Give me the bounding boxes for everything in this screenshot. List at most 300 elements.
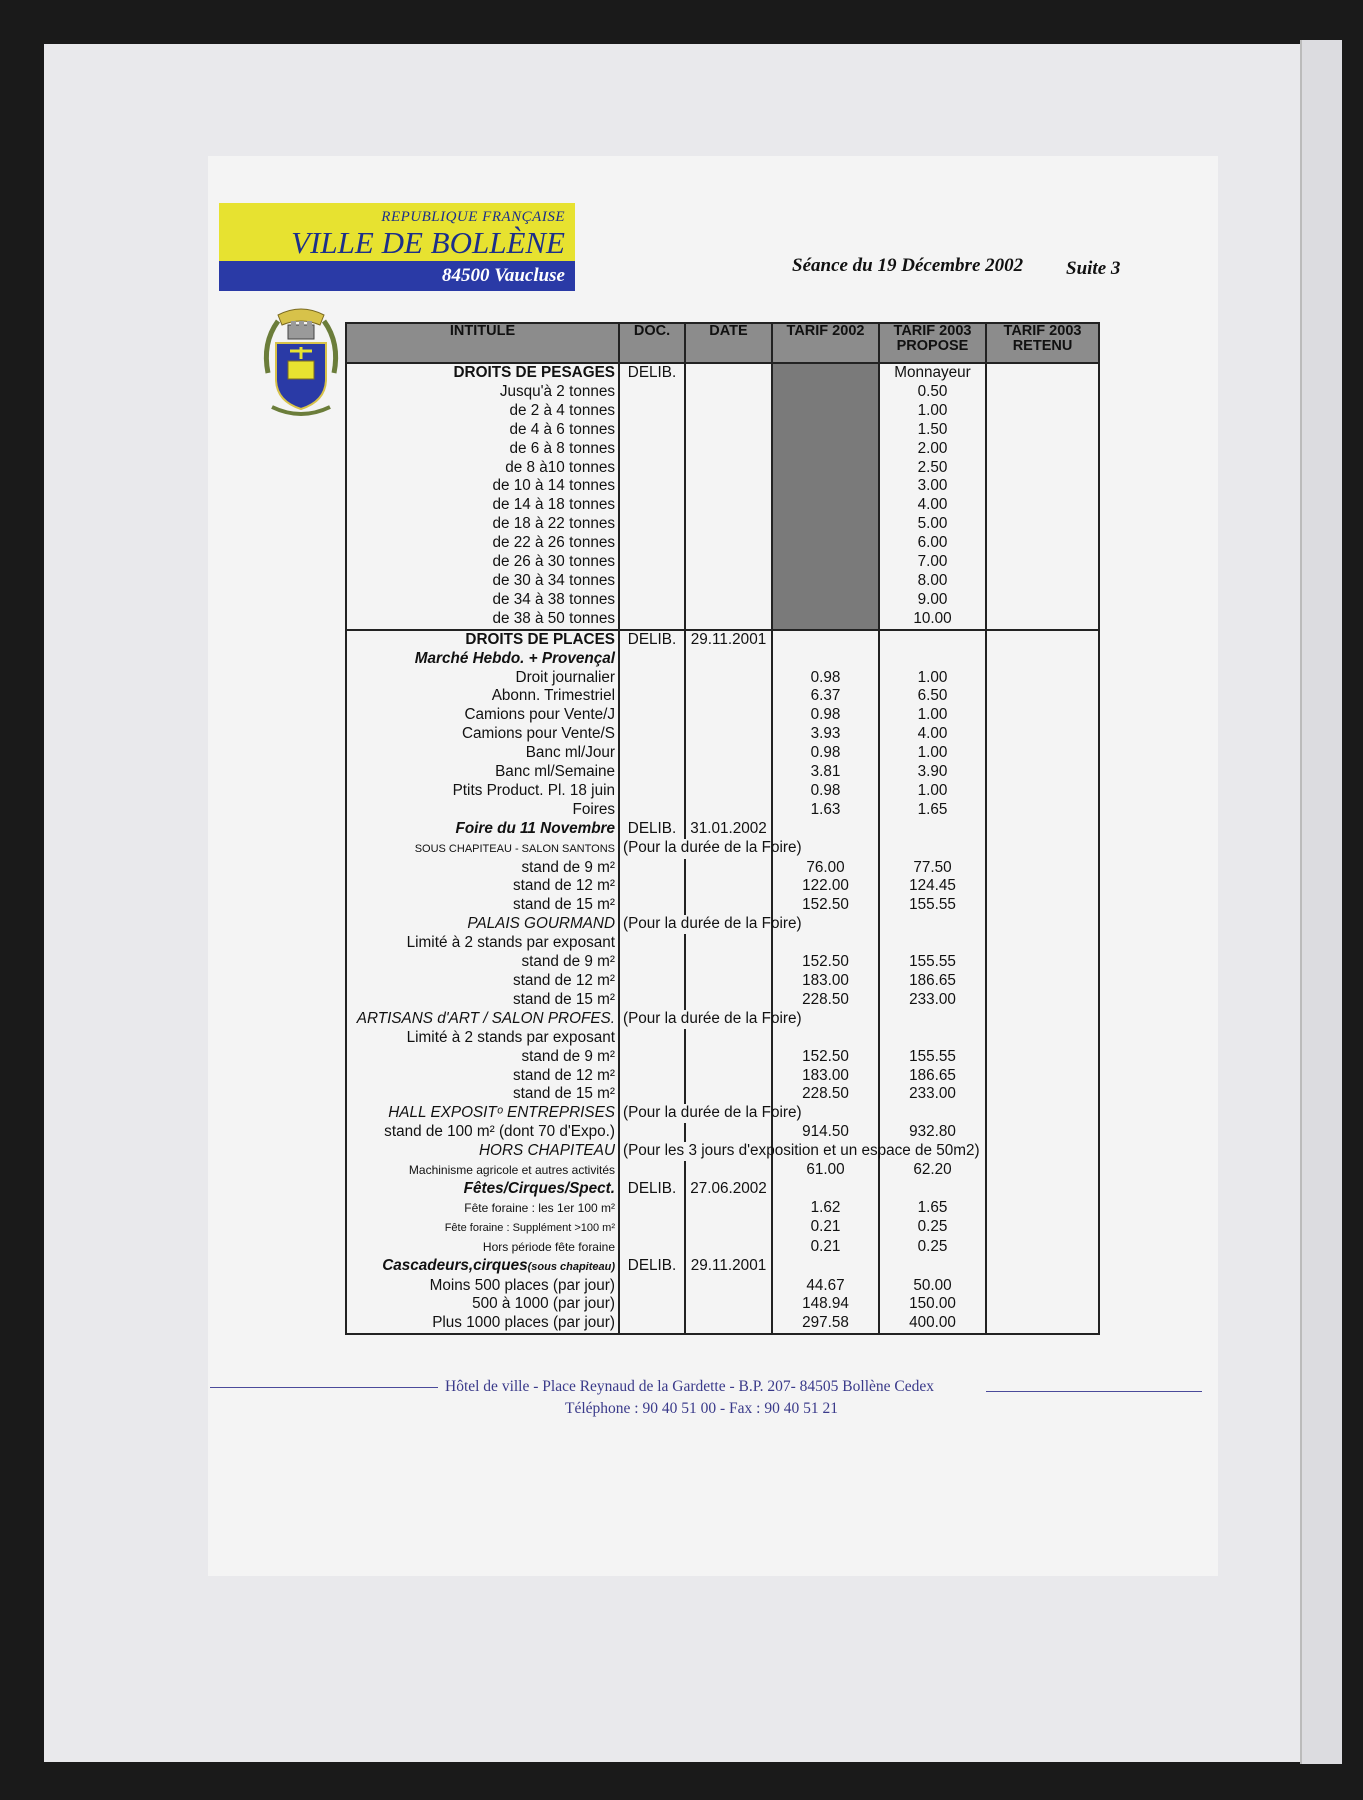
row-doc [619,687,685,706]
row-date [685,801,772,820]
row-doc [619,383,685,402]
table-row [346,440,1099,459]
row-label: HALL EXPOSITᵒ ENTREPRISES [346,1104,619,1123]
row-tarif-2003-retenu [986,1010,1099,1029]
row-tarif-2003-propose: 1.00 [879,782,986,801]
row-date [685,706,772,725]
row-tarif-2002: 3.81 [772,763,879,782]
row-label: stand de 12 m² [346,877,619,896]
row-label: stand de 12 m² [346,972,619,991]
row-tarif-2003-retenu [986,1104,1099,1123]
table-row [346,1085,1099,1104]
row-tarif-2003-retenu [986,1257,1099,1277]
table-row [346,706,1099,725]
row-tarif-2003-retenu [986,1180,1099,1199]
row-tarif-2003-retenu [986,1048,1099,1067]
table-row [346,402,1099,421]
row-tarif-2003-propose: Monnayeur [879,363,986,383]
banner-ville: VILLE DE BOLLÈNE [291,225,565,260]
row-label: Machinisme agricole et autres activités [346,1161,619,1180]
row-tarif-2003-retenu [986,459,1099,478]
row-tarif-2003-propose: 186.65 [879,1067,986,1086]
row-label: de 2 à 4 tonnes [346,402,619,421]
row-label: Fête foraine : les 1er 100 m² [346,1199,619,1218]
row-doc [619,534,685,553]
row-tarif-2003-retenu [986,725,1099,744]
row-date [685,859,772,878]
row-tarif-2002 [772,553,879,572]
row-doc [619,1029,685,1048]
row-doc [619,1123,685,1142]
row-tarif-2002 [772,440,879,459]
row-tarif-2003-retenu [986,877,1099,896]
row-date [685,572,772,591]
row-tarif-2003-propose: 9.00 [879,591,986,610]
row-doc [619,972,685,991]
row-doc: DELIB. [619,630,685,650]
row-tarif-2003-propose: 3.90 [879,763,986,782]
row-date [685,1218,772,1238]
row-tarif-2003-propose: 400.00 [879,1314,986,1334]
table-row [346,934,1099,953]
row-tarif-2003-retenu [986,991,1099,1010]
row-label: de 4 à 6 tonnes [346,421,619,440]
row-label: de 18 à 22 tonnes [346,515,619,534]
row-date: 29.11.2001 [685,1257,772,1277]
row-label: stand de 9 m² [346,953,619,972]
row-doc [619,496,685,515]
row-tarif-2002: 228.50 [772,1085,879,1104]
table-row [346,896,1099,915]
row-doc [619,1161,685,1180]
row-tarif-2002 [772,421,879,440]
row-label: stand de 9 m² [346,859,619,878]
row-tarif-2002 [772,363,879,383]
row-date [685,725,772,744]
row-label: Limité à 2 stands par exposant [346,1029,619,1048]
header-doc: DOC. [619,323,685,363]
row-label: stand de 100 m² (dont 70 d'Expo.) [346,1123,619,1142]
row-date [685,744,772,763]
table-row [346,1048,1099,1067]
row-tarif-2003-retenu [986,421,1099,440]
row-duration-note: (Pour la durée de la Foire) [619,915,772,934]
row-doc [619,553,685,572]
row-label: de 30 à 34 tonnes [346,572,619,591]
row-duration-note: (Pour les 3 jours d'exposition et un espace de 50m2) [619,1142,772,1161]
row-doc [619,459,685,478]
table-row [346,820,1099,839]
table-row [346,496,1099,515]
page-edge [1300,40,1342,1764]
table-row [346,839,1099,859]
row-label: de 22 à 26 tonnes [346,534,619,553]
row-tarif-2003-propose: 186.65 [879,972,986,991]
row-tarif-2003-propose: 3.00 [879,477,986,496]
table-row [346,1199,1099,1218]
row-tarif-2003-propose: 155.55 [879,896,986,915]
footer-rule-left [210,1387,438,1388]
table-row [346,553,1099,572]
row-tarif-2002: 0.21 [772,1218,879,1238]
row-date [685,459,772,478]
row-doc [619,953,685,972]
row-tarif-2003-retenu [986,477,1099,496]
row-doc [619,801,685,820]
row-doc [619,1238,685,1257]
row-tarif-2003-propose [879,1257,986,1277]
row-tarif-2003-propose [879,1010,986,1029]
row-tarif-2003-propose: 150.00 [879,1295,986,1314]
header-tarif-2002: TARIF 2002 [772,323,879,363]
row-tarif-2003-propose: 4.00 [879,496,986,515]
row-date [685,553,772,572]
row-tarif-2003-propose: 7.00 [879,553,986,572]
row-doc [619,572,685,591]
row-doc [619,1314,685,1334]
row-doc [619,763,685,782]
row-tarif-2003-propose [879,1029,986,1048]
row-tarif-2003-retenu [986,553,1099,572]
header-tarif-2003-retenu: TARIF 2003 RETENU [986,323,1099,363]
table-row [346,591,1099,610]
table-row [346,725,1099,744]
row-tarif-2003-retenu [986,572,1099,591]
row-tarif-2002: 0.98 [772,782,879,801]
row-label: Fête foraine : Supplément >100 m² [346,1218,619,1238]
row-date [685,1029,772,1048]
table-row [346,1180,1099,1199]
row-tarif-2003-propose: 155.55 [879,953,986,972]
row-tarif-2003-propose [879,820,986,839]
row-doc [619,877,685,896]
row-label: PALAIS GOURMAND [346,915,619,934]
row-label: de 6 à 8 tonnes [346,440,619,459]
row-tarif-2002: 0.98 [772,744,879,763]
footer-address: Hôtel de ville - Place Reynaud de la Gardette - B.P. 207- 84505 Bollène Cedex [445,1378,934,1395]
table-row [346,459,1099,478]
table-row [346,1218,1099,1238]
row-tarif-2003-propose: 6.50 [879,687,986,706]
table-row [346,363,1099,383]
row-date [685,650,772,669]
row-tarif-2002: 914.50 [772,1123,879,1142]
row-label: DROITS DE PESAGES [346,363,619,383]
row-label: stand de 12 m² [346,1067,619,1086]
table-row [346,782,1099,801]
row-doc [619,1277,685,1296]
row-tarif-2002 [772,572,879,591]
row-tarif-2002 [772,477,879,496]
row-date [685,477,772,496]
table-row [346,877,1099,896]
row-tarif-2003-propose: 8.00 [879,572,986,591]
table-row [346,534,1099,553]
header-tarif-2003-propose: TARIF 2003 PROPOSE [879,323,986,363]
row-tarif-2002: 183.00 [772,1067,879,1086]
row-tarif-2003-propose: 77.50 [879,859,986,878]
row-doc [619,515,685,534]
row-doc [619,859,685,878]
row-label: Camions pour Vente/J [346,706,619,725]
row-duration-note: (Pour la durée de la Foire) [619,1010,772,1029]
row-tarif-2002 [772,630,879,650]
row-date [685,953,772,972]
banner-republique: REPUBLIQUE FRANÇAISE [381,209,565,225]
row-label: Plus 1000 places (par jour) [346,1314,619,1334]
row-tarif-2003-propose: 2.50 [879,459,986,478]
row-doc [619,744,685,763]
row-doc: DELIB. [619,1257,685,1277]
row-tarif-2003-retenu [986,744,1099,763]
row-date [685,1314,772,1334]
table-row [346,801,1099,820]
row-date [685,687,772,706]
row-label: Foire du 11 Novembre [346,820,619,839]
row-tarif-2003-retenu [986,1199,1099,1218]
row-date [685,496,772,515]
row-doc [619,650,685,669]
row-date [685,934,772,953]
row-tarif-2003-retenu [986,687,1099,706]
row-label: de 8 à10 tonnes [346,459,619,478]
row-date [685,763,772,782]
table-row [346,953,1099,972]
row-label: Fêtes/Cirques/Spect. [346,1180,619,1199]
row-date [685,669,772,688]
row-label: de 26 à 30 tonnes [346,553,619,572]
row-doc [619,1048,685,1067]
row-tarif-2003-propose: 2.00 [879,440,986,459]
row-date [685,896,772,915]
row-tarif-2003-propose: 62.20 [879,1161,986,1180]
row-tarif-2002: 44.67 [772,1277,879,1296]
row-label: Banc ml/Jour [346,744,619,763]
table-row [346,572,1099,591]
row-doc: DELIB. [619,363,685,383]
row-label: stand de 15 m² [346,991,619,1010]
row-tarif-2003-retenu [986,650,1099,669]
row-tarif-2003-retenu [986,1314,1099,1334]
row-date [685,363,772,383]
row-tarif-2003-propose [879,915,986,934]
row-doc [619,477,685,496]
row-tarif-2002: 152.50 [772,1048,879,1067]
row-date [685,1238,772,1257]
row-tarif-2002 [772,934,879,953]
row-label: stand de 9 m² [346,1048,619,1067]
row-date [685,383,772,402]
row-tarif-2003-retenu [986,839,1099,859]
row-tarif-2003-propose: 50.00 [879,1277,986,1296]
row-date [685,877,772,896]
row-date [685,1161,772,1180]
row-tarif-2003-propose: 0.25 [879,1238,986,1257]
row-tarif-2002 [772,496,879,515]
row-tarif-2003-retenu [986,1161,1099,1180]
row-tarif-2003-retenu [986,763,1099,782]
row-tarif-2003-propose: 1.00 [879,669,986,688]
row-tarif-2003-retenu [986,591,1099,610]
suite-label: Suite 3 [1066,258,1121,279]
row-tarif-2002 [772,383,879,402]
row-tarif-2003-propose: 1.50 [879,421,986,440]
row-tarif-2003-retenu [986,1238,1099,1257]
row-label: stand de 15 m² [346,1085,619,1104]
row-tarif-2003-retenu [986,440,1099,459]
row-date: 27.06.2002 [685,1180,772,1199]
row-tarif-2003-retenu [986,496,1099,515]
tariff-table [345,322,1100,1335]
footer-rule-right [986,1391,1202,1392]
row-tarif-2003-propose: 124.45 [879,877,986,896]
row-duration-note: (Pour la durée de la Foire) [619,1104,772,1123]
row-duration-note: (Pour la durée de la Foire) [619,839,772,859]
table-row [346,515,1099,534]
row-tarif-2003-propose: 1.65 [879,1199,986,1218]
row-tarif-2003-propose [879,839,986,859]
row-date [685,1085,772,1104]
row-date [685,1277,772,1296]
row-tarif-2003-propose: 1.65 [879,801,986,820]
city-crest-icon [258,303,344,421]
row-tarif-2002: 152.50 [772,896,879,915]
row-tarif-2003-retenu [986,1123,1099,1142]
table-row [346,1029,1099,1048]
table-row [346,1238,1099,1257]
table-row [346,859,1099,878]
row-tarif-2003-retenu [986,1277,1099,1296]
row-tarif-2003-retenu [986,610,1099,630]
row-tarif-2003-propose: 5.00 [879,515,986,534]
row-doc [619,421,685,440]
row-tarif-2003-propose [879,650,986,669]
row-tarif-2002 [772,610,879,630]
row-doc [619,725,685,744]
row-doc: DELIB. [619,820,685,839]
row-date [685,515,772,534]
row-tarif-2003-retenu [986,972,1099,991]
row-date [685,610,772,630]
row-tarif-2003-propose [879,1180,986,1199]
row-doc [619,934,685,953]
row-tarif-2003-retenu [986,1029,1099,1048]
row-label: de 38 à 50 tonnes [346,610,619,630]
row-tarif-2002 [772,1029,879,1048]
row-tarif-2003-propose: 0.50 [879,383,986,402]
table-header-row [346,323,1099,363]
row-tarif-2002: 61.00 [772,1161,879,1180]
row-tarif-2003-retenu [986,1085,1099,1104]
row-tarif-2003-propose [879,1104,986,1123]
row-tarif-2003-retenu [986,859,1099,878]
row-tarif-2002 [772,591,879,610]
table-row [346,650,1099,669]
row-tarif-2002: 0.98 [772,706,879,725]
row-tarif-2003-propose: 6.00 [879,534,986,553]
row-doc [619,1067,685,1086]
table-row [346,1067,1099,1086]
row-tarif-2003-retenu [986,1218,1099,1238]
table-row [346,763,1099,782]
table-row [346,669,1099,688]
row-tarif-2003-propose: 155.55 [879,1048,986,1067]
row-tarif-2003-retenu [986,669,1099,688]
row-date [685,972,772,991]
row-label: Hors période fête foraine [346,1238,619,1257]
table-row [346,915,1099,934]
row-date [685,440,772,459]
row-tarif-2003-propose: 932.80 [879,1123,986,1142]
row-tarif-2003-propose: 1.00 [879,402,986,421]
row-tarif-2002: 0.21 [772,1238,879,1257]
row-label: DROITS DE PLACES [346,630,619,650]
row-doc [619,591,685,610]
row-tarif-2003-propose: 233.00 [879,991,986,1010]
row-tarif-2002: 3.93 [772,725,879,744]
row-tarif-2003-propose: 0.25 [879,1218,986,1238]
row-label: SOUS CHAPITEAU - SALON SANTONS [346,839,619,859]
table-row [346,972,1099,991]
row-tarif-2003-retenu [986,383,1099,402]
row-date [685,534,772,553]
row-date [685,1295,772,1314]
row-tarif-2002 [772,402,879,421]
row-tarif-2003-retenu [986,934,1099,953]
row-doc [619,610,685,630]
row-label: de 34 à 38 tonnes [346,591,619,610]
row-doc [619,1295,685,1314]
row-tarif-2002 [772,1257,879,1277]
row-label: de 14 à 18 tonnes [346,496,619,515]
row-date: 29.11.2001 [685,630,772,650]
seance-title: Séance du 19 Décembre 2002 [792,255,1024,276]
row-tarif-2002 [772,515,879,534]
row-tarif-2003-propose [879,630,986,650]
row-date [685,1123,772,1142]
row-tarif-2002 [772,820,879,839]
row-doc [619,440,685,459]
row-tarif-2003-retenu [986,801,1099,820]
row-label: ARTISANS d'ART / SALON PROFES. [346,1010,619,1029]
banner-departement: 84500 Vaucluse [442,265,565,286]
row-label: Ptits Product. Pl. 18 juin [346,782,619,801]
row-tarif-2003-propose: 1.00 [879,706,986,725]
table-row [346,687,1099,706]
row-tarif-2002 [772,459,879,478]
row-tarif-2002: 152.50 [772,953,879,972]
row-label: Marché Hebdo. + Provençal [346,650,619,669]
row-tarif-2003-retenu [986,896,1099,915]
row-tarif-2002 [772,534,879,553]
row-label: HORS CHAPITEAU [346,1142,619,1161]
row-tarif-2002: 0.98 [772,669,879,688]
table-row [346,1161,1099,1180]
row-tarif-2002: 148.94 [772,1295,879,1314]
row-tarif-2003-retenu [986,630,1099,650]
row-tarif-2003-propose: 1.00 [879,744,986,763]
row-tarif-2003-retenu [986,953,1099,972]
table-row [346,1314,1099,1334]
header-date: DATE [685,323,772,363]
row-doc [619,1085,685,1104]
row-tarif-2003-propose: 10.00 [879,610,986,630]
table-row [346,610,1099,630]
row-date [685,421,772,440]
row-date: 31.01.2002 [685,820,772,839]
row-tarif-2003-retenu [986,782,1099,801]
row-tarif-2003-retenu [986,915,1099,934]
